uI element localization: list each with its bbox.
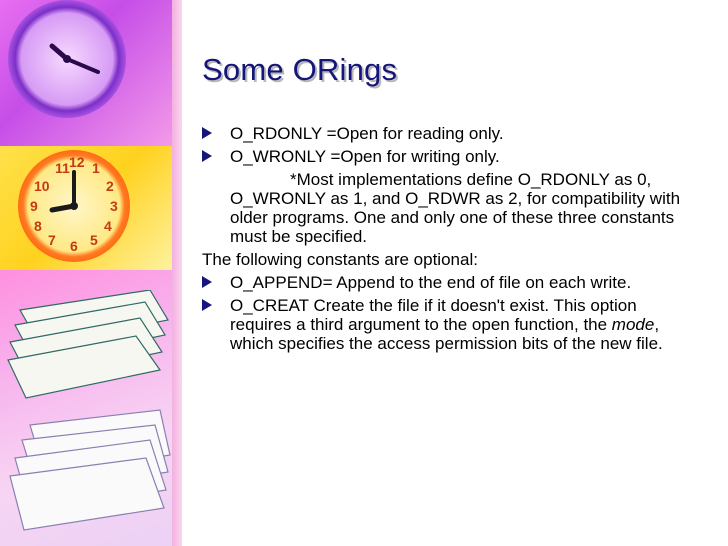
- bullet-text: O_RDONLY =Open for reading only.: [230, 124, 504, 143]
- strip-border: [172, 0, 182, 546]
- purple-clock-hands: [8, 0, 126, 118]
- implementation-note: [202, 170, 702, 246]
- clock-number: 8: [34, 218, 42, 234]
- clock-number: 10: [34, 178, 50, 194]
- bullet-text-before: O_CREAT Create the file if it doesn't exist. This option requires a third argument to the open function, the: [230, 296, 637, 334]
- paper-stack-icon: [0, 290, 172, 540]
- orange-clock-icon: [18, 150, 130, 262]
- bullet-text-emphasis: mode: [611, 315, 655, 334]
- clock-number: 9: [30, 198, 38, 214]
- clock-number: 12: [69, 154, 85, 170]
- clock-number: 1: [92, 160, 100, 176]
- orange-clock-hands: [18, 150, 130, 262]
- bullet-item: [202, 273, 702, 292]
- slide-title: Some ORings: [202, 52, 398, 87]
- slide-body: [202, 124, 702, 357]
- bullet-text: O_APPEND= Append to the end of file on each write.: [230, 273, 632, 292]
- bullet-text: O_WRONLY =Open for writing only.: [230, 147, 500, 166]
- clock-number: 4: [104, 218, 112, 234]
- bullet-arrow-icon: [202, 127, 212, 139]
- purple-clock-icon: [8, 0, 126, 118]
- clock-number: 6: [70, 238, 78, 254]
- bullet-arrow-icon: [202, 150, 212, 162]
- clock-number: 2: [106, 178, 114, 194]
- bullet-item: [202, 124, 702, 143]
- bullet-arrow-icon: [202, 299, 212, 311]
- note-text: *Most implementations define O_RDONLY as 0, O_WRONLY as 1, and O_RDWR as 2, for compatibility with older programs. One and only one of these three constants must be specified.: [230, 170, 681, 246]
- clock-number: 7: [48, 232, 56, 248]
- bullet-arrow-icon: [202, 276, 212, 288]
- bullet-item: [202, 296, 702, 353]
- optional-heading: The following constants are optional:: [202, 250, 478, 269]
- clock-number: 3: [110, 198, 118, 214]
- bullet-text-after: , which specifies the access permission bits of the new file.: [230, 315, 663, 353]
- clock-number: 5: [90, 232, 98, 248]
- clock-number: 11: [55, 160, 70, 176]
- bullet-item: [202, 147, 702, 166]
- decorative-photo-strip: [0, 0, 172, 546]
